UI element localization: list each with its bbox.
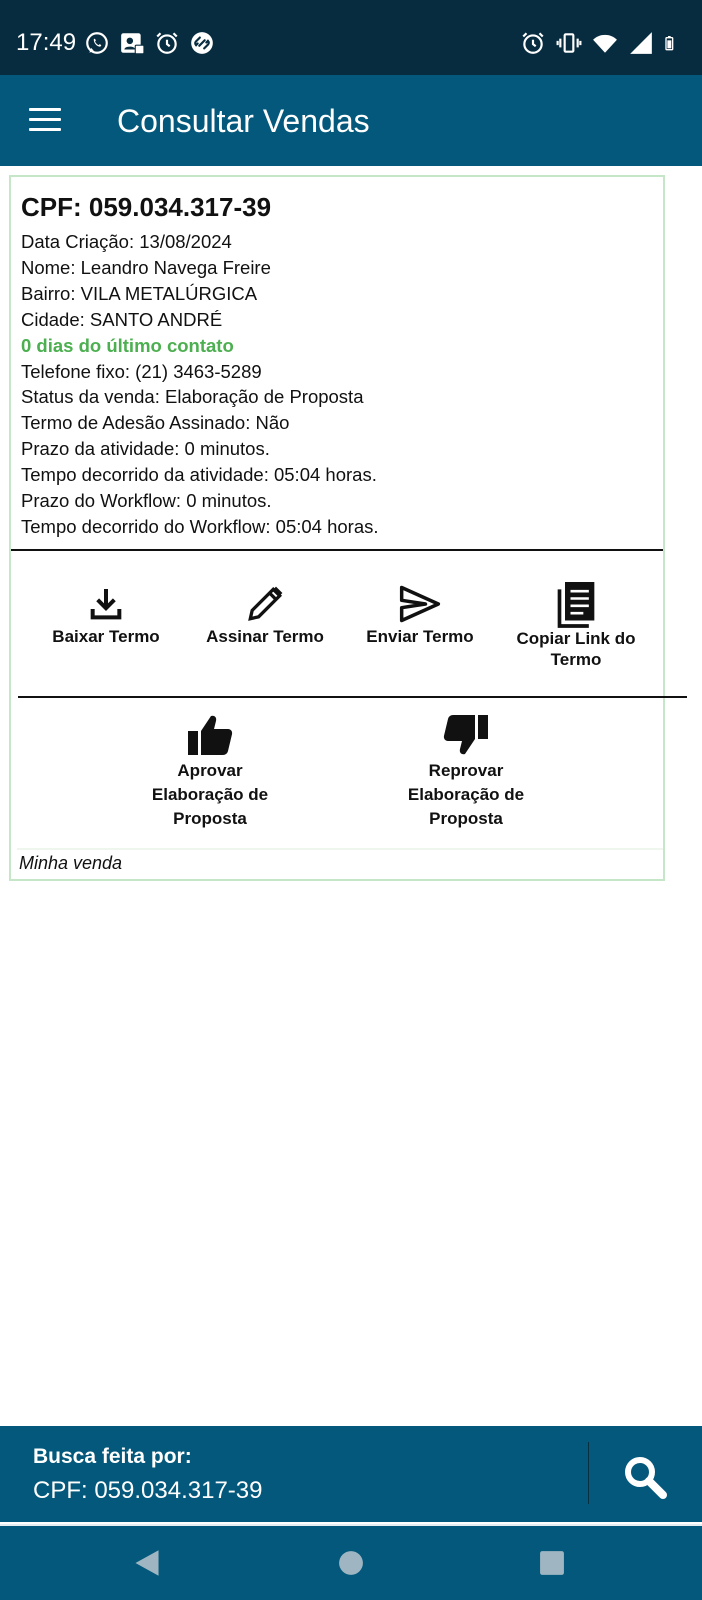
pencil-icon bbox=[243, 582, 287, 626]
neighborhood: Bairro: VILA METALÚRGICA bbox=[21, 282, 258, 304]
send-icon bbox=[396, 582, 444, 626]
recents-icon[interactable] bbox=[539, 1550, 565, 1576]
system-icons bbox=[520, 30, 680, 56]
search-icon[interactable] bbox=[620, 1452, 668, 1500]
divider bbox=[11, 549, 663, 551]
landline-phone: Telefone fixo: (21) 3463-5289 bbox=[21, 360, 262, 382]
sign-term-label: Assinar Termo bbox=[206, 627, 324, 646]
divider bbox=[18, 696, 687, 698]
reject-label-line3: Proposta bbox=[429, 809, 503, 828]
footer-divider bbox=[17, 848, 663, 850]
vibrate-icon bbox=[556, 30, 582, 56]
thumbs-down-icon bbox=[441, 711, 491, 759]
sale-card[interactable] bbox=[9, 175, 665, 881]
approve-label-line1: Aprovar bbox=[177, 761, 243, 780]
download-term-button[interactable] bbox=[41, 582, 171, 647]
approve-proposal-button[interactable] bbox=[135, 711, 285, 831]
hamburger-menu-icon[interactable] bbox=[26, 104, 64, 136]
status-time: 17:49 bbox=[16, 29, 77, 56]
copy-term-link-label-line1: Copiar Link do bbox=[516, 629, 636, 648]
sale-status: Status da venda: Elaboração de Proposta bbox=[21, 386, 364, 408]
alarm-icon bbox=[520, 30, 546, 56]
customer-name: Nome: Leandro Navega Freire bbox=[21, 256, 271, 278]
approve-label-line3: Proposta bbox=[173, 809, 247, 828]
app-bar bbox=[0, 75, 702, 166]
thumbs-up-icon bbox=[185, 711, 235, 759]
reject-proposal-button[interactable] bbox=[391, 711, 541, 831]
notification-icons bbox=[84, 30, 215, 56]
sign-term-button[interactable] bbox=[200, 582, 330, 647]
page-title: Consultar Vendas bbox=[117, 103, 370, 139]
approve-label-line2: Elaboração de bbox=[151, 785, 269, 804]
search-value: CPF: 059.034.317-39 bbox=[33, 1477, 263, 1504]
system-nav-bar bbox=[0, 1524, 702, 1600]
activity-deadline: Prazo da atividade: 0 minutos. bbox=[21, 438, 270, 460]
last-contact: 0 dias do último contato bbox=[21, 334, 234, 356]
reject-label-line2: Elaboração de bbox=[407, 785, 525, 804]
workflow-deadline: Prazo do Workflow: 0 minutos. bbox=[21, 490, 272, 512]
reject-label-line1: Reprovar bbox=[428, 761, 504, 780]
signal-icon bbox=[628, 30, 654, 56]
sale-cpf: CPF: 059.034.317-39 bbox=[21, 192, 272, 222]
sale-details bbox=[21, 229, 661, 540]
search-caption: Busca feita por: bbox=[33, 1445, 192, 1468]
activity-elapsed: Tempo decorrido da atividade: 05:04 horas. bbox=[21, 464, 377, 486]
workflow-elapsed: Tempo decorrido do Workflow: 05:04 horas. bbox=[21, 515, 379, 537]
download-icon bbox=[86, 582, 126, 626]
download-term-label: Baixar Termo bbox=[52, 627, 160, 646]
sale-footer-note: Minha venda bbox=[19, 853, 123, 873]
home-icon[interactable] bbox=[338, 1550, 364, 1576]
whatsapp-icon bbox=[84, 30, 110, 56]
send-term-label: Enviar Termo bbox=[366, 627, 474, 646]
status-bar bbox=[0, 0, 702, 75]
battery-icon bbox=[664, 30, 680, 56]
copy-term-link-label-line2: Termo bbox=[550, 650, 602, 669]
wifi-icon bbox=[592, 30, 618, 56]
copy-term-link-button[interactable] bbox=[501, 580, 651, 670]
copy-document-icon bbox=[554, 580, 598, 628]
alarm-icon bbox=[154, 30, 180, 56]
send-term-button[interactable] bbox=[355, 582, 485, 647]
vertical-divider bbox=[588, 1442, 589, 1504]
shazam-icon bbox=[189, 30, 215, 56]
contact-card-icon bbox=[119, 30, 145, 56]
search-summary-bar bbox=[0, 1426, 702, 1522]
creation-date: Data Criação: 13/08/2024 bbox=[21, 231, 232, 252]
adhesion-term-signed: Termo de Adesão Assinado: Não bbox=[21, 412, 290, 434]
city: Cidade: SANTO ANDRÉ bbox=[21, 308, 223, 330]
back-icon[interactable] bbox=[133, 1548, 161, 1578]
